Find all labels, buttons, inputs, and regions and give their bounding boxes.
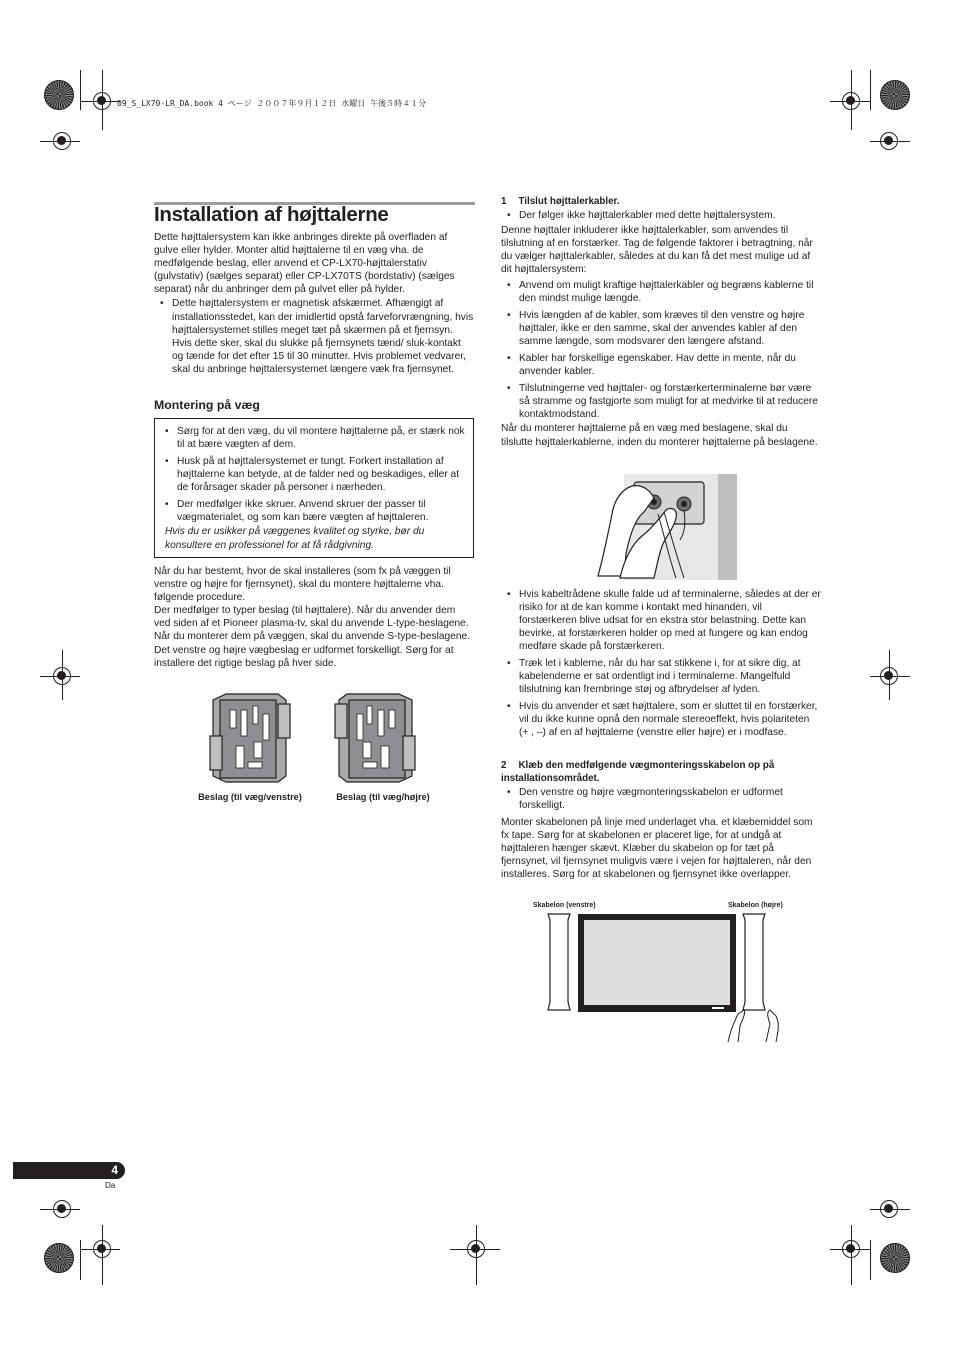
list-item: • Sørg for at den væg, du vil montere højttalerne på, er stærk nok til at bære vægten af dem. [159, 425, 467, 451]
paragraph: Det venstre og højre vægbeslag er udformet forskelligt. Sørg for at installere det rigtige beslag på hver side. [154, 644, 454, 669]
intro-paragraph: Dette højttalersystem kan ikke anbringes direkte på overfladen af gulve eller hylder. Monter altid højttalerne til en væg vha. de medfølgende beslag, eller anvend et CP-LX70-højttalerstativ (gulvstativ) (sælges separat) eller CP-LX70TS (bordstativ) (sælges separat) når du anbringer dem på gulvet eller på hylder. [154, 232, 455, 296]
list-item: • Der følger ikke højttalerkabler med dette højttalersystem. [501, 209, 821, 222]
template-right-label: Skabelon (højre) [728, 902, 783, 909]
paragraph: Denne højttaler inkluderer ikke højttalerkabler, som anvendes til tilslutning af en forstærker. Tag de følgende faktorer i betragtning, når du vælger højttalerkabler, således at du kan få det mest mulige ud af dit højttalersystem: [501, 224, 813, 276]
list-item: • Hvis kabeltrådene skulle falde ud af terminalerne, således at der er risiko for at de kan komme i kontakt med hinanden, vil forstærkeren blive udsat for en ekstra stor belastning. Dette kan bevirke, at forstærkeren holder op med at fungere og kan endog medføre skade på forstærkeren. [501, 588, 821, 653]
step-2-heading [501, 760, 821, 785]
caption-left-bracket: Beslag (til væg/venstre) [198, 792, 302, 802]
step-number: 1 [501, 196, 507, 207]
list-item: • Den venstre og højre vægmonteringsskabelon er udformet forskelligt. [501, 786, 821, 812]
registration-rosette-icon [880, 80, 910, 110]
registration-rosette-icon [880, 1243, 910, 1273]
registration-rosette-icon [44, 1243, 74, 1273]
step-title: Tilslut højttalerkabler. [518, 196, 620, 207]
paragraph: Der medfølger to typer beslag (til højttalere). Når du anvender dem ved siden af et Pioneer plasma-tv, skal du anvende L-type-beslagene. Når du monterer dem på væggen, skal du anvende S-type-beslagene. [154, 605, 471, 643]
section-heading: Montering på væg [154, 398, 260, 412]
paragraph: Monter skabelonen på linje med underlaget vha. et klæbemiddel som fx tape. Sørg for at skabelonen er placeret lige, for at undgå at højttaleren hænger skævt. Klæber du skabelon op for tæt på fjernsynet, vil fjernsynet muligvis være i vejen for højttaleren, når den installeres. Sørg for at skabelonen og fjernsynet ikke overlapper. [501, 816, 813, 881]
list-item: • Anvend om muligt kraftige højttalerkabler og begræns kablerne til den mindst mulige længde. [501, 279, 821, 305]
paragraph: Når du har bestemt, hvor de skal installeres (som fx på væggen til venstre og højre for fjernsynet), skal du montere højttalerne vha. følgende procedure. [154, 566, 451, 604]
file-info-header: 09_S_LX70-LR_DA.book 4 ページ ２００７年９月１２日 水曜日 午後５時４１分 [117, 99, 427, 108]
warning-note: Hvis du er usikker på væggenes kvalitet og styrke, bør du konsultere en professionel for at få rådgivning. [165, 526, 425, 551]
left-column [154, 231, 474, 380]
list-item: • Hvis længden af de kabler, som kræves til den venstre og højre højttaler, ikke er den samme, skal der anvendes kabler af den samme længde, som modsvarer den længere afstand. [501, 309, 821, 348]
list-item: • Tilslutningerne ved højttaler- og forstærkerterminalerne bør være så stramme og fastgjorte som muligt for at medvirke til at reducere kontaktmodstand. [501, 382, 821, 421]
step-title: Klæb den medfølgende vægmonteringsskabelon op på installationsområdet. [501, 760, 775, 784]
template-illustration [540, 910, 790, 1045]
warning-box [154, 418, 474, 558]
procedure-text [154, 565, 474, 670]
bracket-right-illustration [333, 690, 417, 786]
magnetic-shield-bullet: • Dette højttalersystem er magnetisk afskærmet. Afhængigt af installationsstedet, kan der imidlertid opstå farveforvrængning, hvis højttalersystemet stilles meget tæt på skærmen på et fjernsyn. Hvis dette sker, skal du slukke på fjernsynets tænd/ sluk-kontakt og tænde for det efter 15 til 30 minutter. Hvis problemet vedvarer, skal du anbringe højttalersystemet længere væk fra fjernsynet. [154, 297, 474, 376]
registration-rosette-icon [44, 80, 74, 110]
caption-right-bracket: Beslag (til væg/højre) [336, 792, 430, 802]
step-2 [501, 760, 821, 881]
bracket-left-illustration [208, 690, 292, 786]
list-item: • Kabler har forskellige egenskaber. Hav dette in mente, når du anvender kabler. [501, 352, 821, 378]
list-item: • Husk på at højttalersystemet er tungt. Forkert installation af højttalerne kan betyde, at de falder ned og beskadiges, eller at de forårsager skader på personer i nærheden. [159, 455, 467, 494]
page-title: Installation af højttalerne [154, 203, 389, 226]
step-1 [501, 195, 821, 449]
step-number: 2 [501, 760, 507, 771]
list-item: • Træk let i kablerne, når du har sat stikkene i, for at sikre dig, at kabelenderne er sat ordentligt ind i terminalerne. Mangelfuld tilslutning kan frembringe støj og afbrydelser af lyden. [501, 657, 821, 696]
step-1-heading [501, 195, 821, 208]
list-item: • Hvis du anvender et sæt højttalere, som er sluttet til en forstærker, vil du ikke kunne opnå den normale stereoeffekt, hvis polariteten (+ , –) af en af højttalerne (venstre eller højre) er i modfase. [501, 700, 821, 739]
paragraph: Når du monterer højttalerne på en væg med beslagene, skal du tilslutte højttalerkablerne, inden du monterer højttalerne på beslagene. [501, 423, 818, 448]
warning-list [159, 425, 467, 524]
list-item: • Der medfølger ikke skruer. Anvend skruer der passer til vægmaterialet, og som kan bære vægten af højttaleren. [159, 498, 467, 524]
template-left-label: Skabelon (venstre) [533, 902, 596, 909]
language-code: Da [105, 1181, 116, 1190]
page-number: 4 [111, 1163, 118, 1177]
cable-connection-illustration [584, 474, 737, 580]
step-1-cautions [501, 588, 821, 743]
